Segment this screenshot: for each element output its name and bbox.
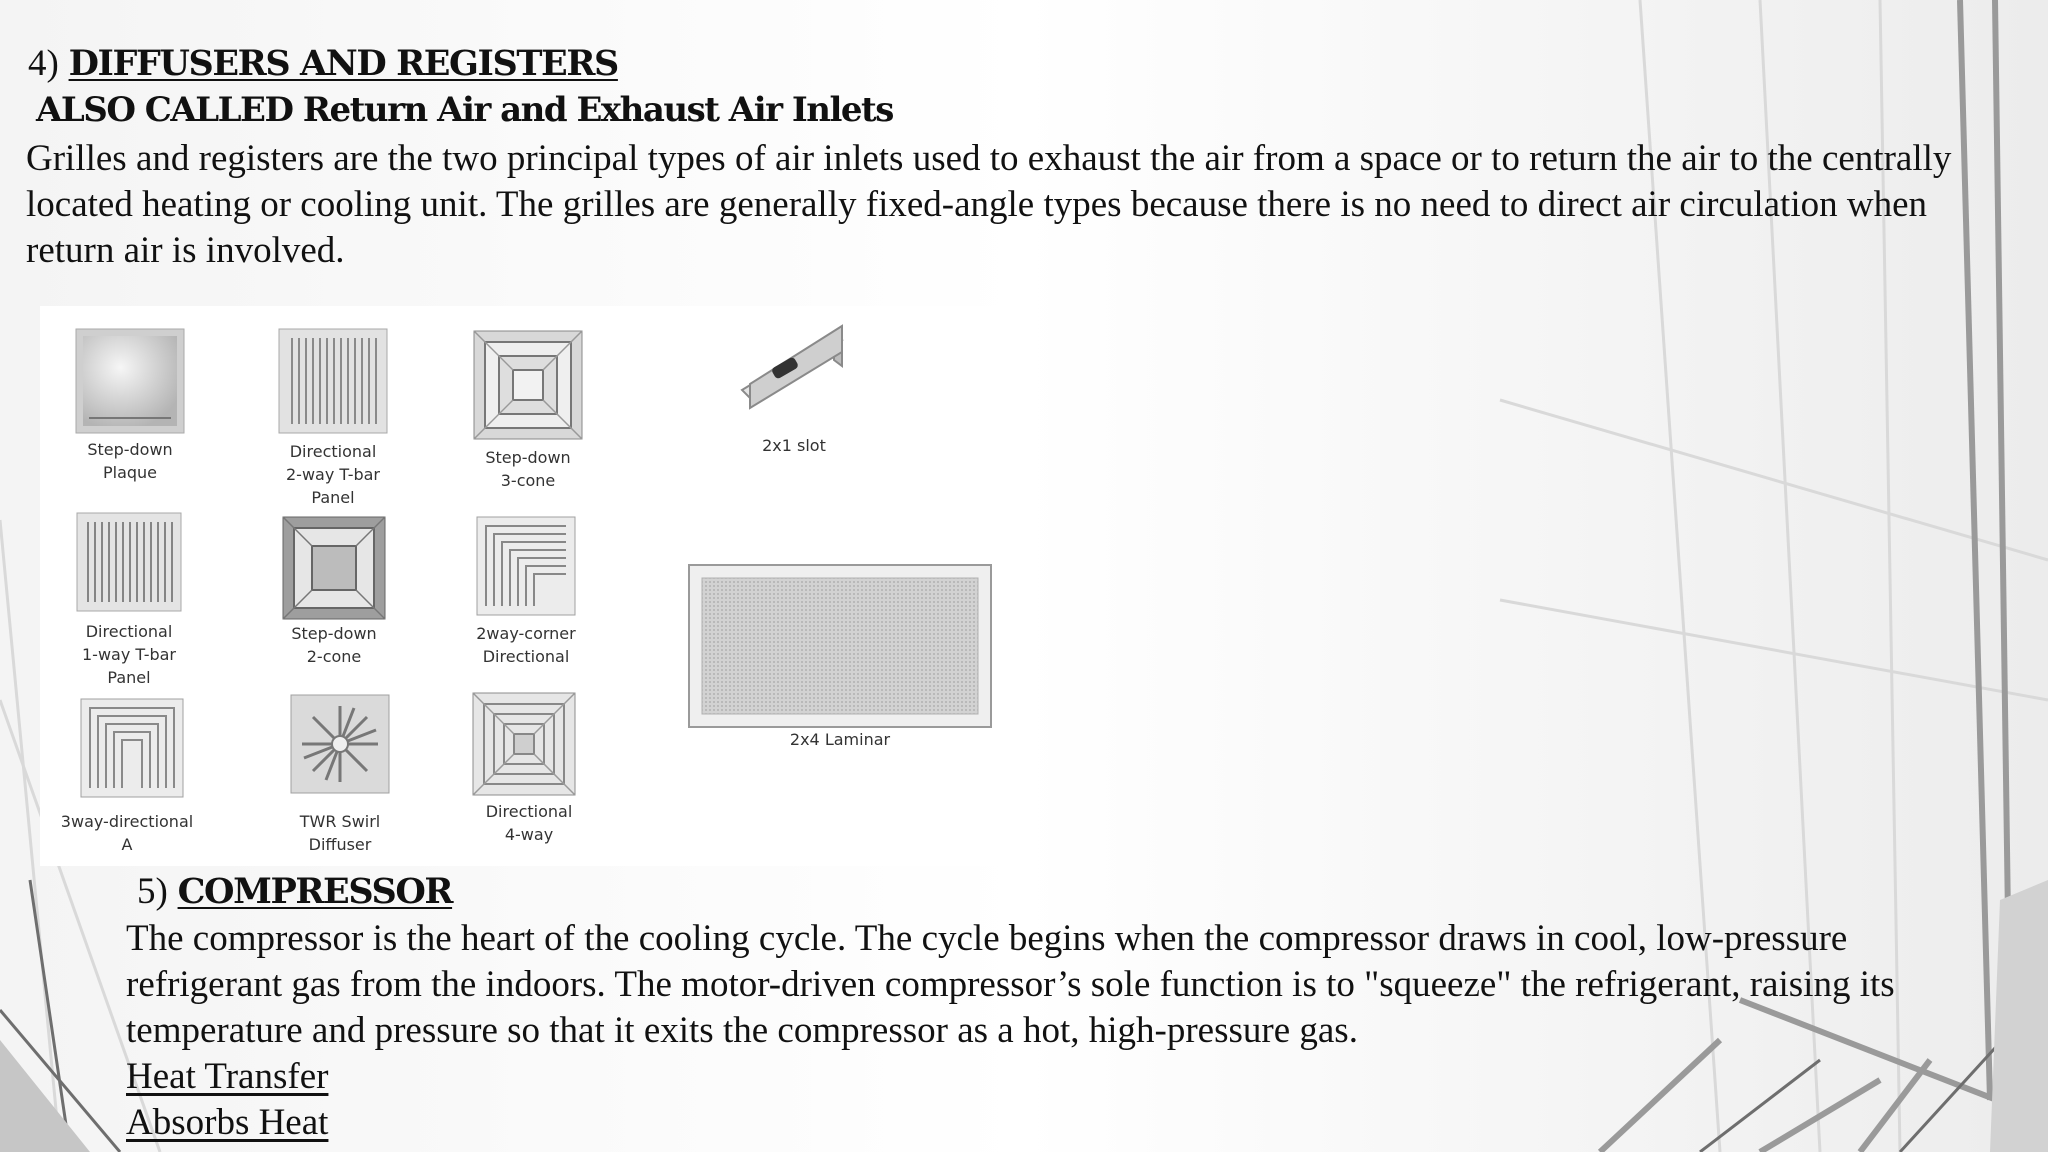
section-4-heading bbox=[28, 42, 618, 85]
section-5-number: 5) bbox=[137, 871, 168, 912]
section-4-body: Grilles and registers are the two principal types of air inlets used to exhaust the air from a space or to return the air to the centrally located heating or cooling unit. The grilles are generally fixed-angle types because there is no need to direct air circulation when return air is involved. bbox=[26, 138, 1952, 271]
directional-1-way-t-bar-panel-image bbox=[76, 512, 182, 612]
heat-transfer-link[interactable]: Heat Transfer bbox=[126, 1056, 329, 1097]
section-5-heading bbox=[137, 870, 452, 913]
section-4-title: DIFFUSERS AND REGISTERS bbox=[68, 43, 618, 84]
step-down-plaque-diffuser-image bbox=[75, 328, 185, 434]
3way-directional-a-caption: 3way-directional A bbox=[60, 812, 194, 854]
twr-swirl-diffuser-image bbox=[290, 694, 390, 794]
section-4-subtitle: ALSO CALLED Return Air and Exhaust Air Inlets bbox=[36, 90, 893, 130]
directional-2-way-t-bar-panel-image bbox=[278, 328, 388, 434]
absorbs-heat-link[interactable]: Absorbs Heat bbox=[126, 1102, 329, 1143]
section-5-body: The compressor is the heart of the cooling cycle. The cycle begins when the compressor draws in cool, low-pressure refrigerant gas from the indoors. The motor-driven compressor’s sole function is to "squeeze" the refrigerant, raising its temperature and pressure so that it exits the compressor as a hot, high-pressure gas. bbox=[126, 918, 1895, 1051]
directional-1-way-t-bar-panel-caption: Directional 1-way T-bar Panel bbox=[81, 622, 176, 687]
2x1-slot-diffuser-image bbox=[734, 318, 854, 418]
step-down-3-cone-diffuser-image bbox=[473, 330, 583, 440]
2x4-laminar-diffuser-image bbox=[688, 564, 992, 728]
section-5-title: COMPRESSOR bbox=[177, 871, 453, 912]
2x1-slot-caption: 2x1 slot bbox=[762, 436, 826, 455]
directional-4-way-caption: Directional 4-way bbox=[485, 802, 573, 844]
step-down-2-cone-caption: Step-down 2-cone bbox=[291, 624, 377, 666]
2x4-laminar-caption: 2x4 Laminar bbox=[789, 730, 891, 749]
directional-4-way-diffuser-image bbox=[472, 692, 576, 796]
2way-corner-directional-caption: 2way-corner Directional bbox=[476, 624, 576, 666]
section-4-number: 4) bbox=[28, 43, 59, 84]
step-down-plaque-caption: Step-down Plaque bbox=[87, 440, 173, 482]
diffuser-types-figure bbox=[40, 306, 1020, 866]
directional-2-way-t-bar-panel-caption: Directional 2-way T-bar Panel bbox=[285, 442, 380, 507]
step-down-2-cone-diffuser-image bbox=[282, 516, 386, 620]
twr-swirl-diffuser-caption: TWR Swirl Diffuser bbox=[299, 812, 381, 854]
3way-directional-a-diffuser-image bbox=[80, 698, 184, 798]
2way-corner-directional-diffuser-image bbox=[476, 516, 576, 616]
step-down-3-cone-caption: Step-down 3-cone bbox=[485, 448, 571, 490]
